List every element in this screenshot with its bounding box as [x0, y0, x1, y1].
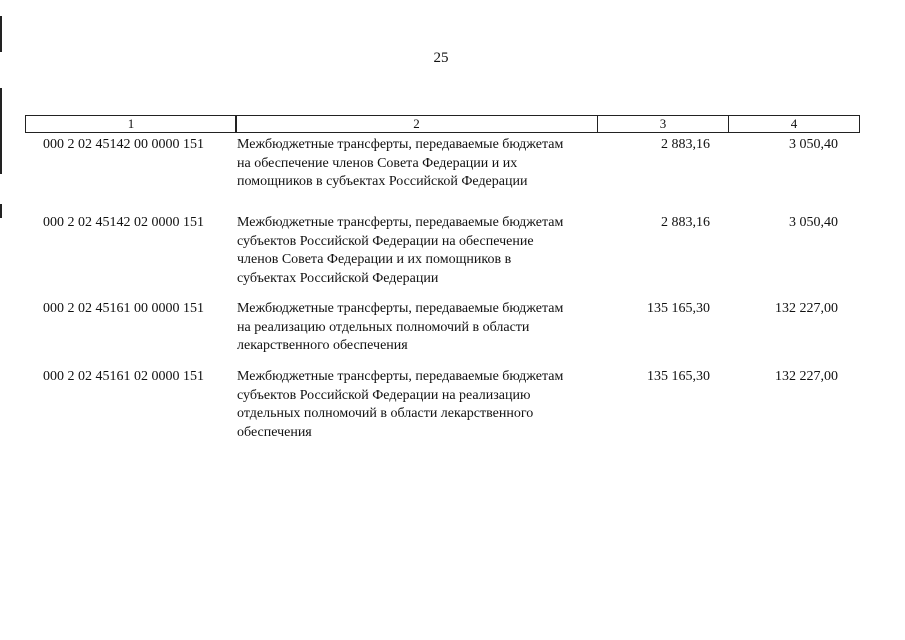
budget-code: 000 2 02 45142 02 0000 151	[43, 215, 204, 230]
column-header-4: 4	[728, 115, 860, 133]
value-column-3: 135 165,30	[647, 301, 710, 316]
item-description: Межбюджетные трансферты, передаваемые бюджетам на обеспечение членов Совета Федерации и их помощников в субъектах Российской Федерации	[237, 137, 564, 189]
item-description: Межбюджетные трансферты, передаваемые бюджетам на реализацию отдельных полномочий в области лекарственного обеспечения	[237, 301, 564, 353]
budget-code: 000 2 02 45142 00 0000 151	[43, 137, 204, 152]
value-column-4: 3 050,40	[789, 215, 838, 230]
value-column-4: 3 050,40	[789, 137, 838, 152]
scan-edge-line	[0, 16, 2, 52]
budget-code: 000 2 02 45161 02 0000 151	[43, 369, 204, 384]
page-number: 25	[433, 50, 449, 66]
column-header-3: 3	[597, 115, 729, 133]
scan-edge-line	[0, 88, 2, 174]
value-column-4: 132 227,00	[775, 369, 838, 384]
budget-code: 000 2 02 45161 00 0000 151	[43, 301, 204, 316]
item-description: Межбюджетные трансферты, передаваемые бюджетам субъектов Российской Федерации на реализацию отдельных полномочий в области лекарственного обеспечения	[237, 369, 564, 440]
scan-edge-line	[0, 204, 2, 218]
value-column-4: 132 227,00	[775, 301, 838, 316]
item-description: Межбюджетные трансферты, передаваемые бюджетам субъектов Российской Федерации на обеспечение членов Совета Федерации и их помощников в субъектах Российской Федерации	[237, 215, 564, 286]
column-header-2: 2	[235, 115, 598, 133]
value-column-3: 2 883,16	[661, 137, 710, 152]
column-header-1: 1	[25, 115, 237, 133]
value-column-3: 2 883,16	[661, 215, 710, 230]
value-column-3: 135 165,30	[647, 369, 710, 384]
